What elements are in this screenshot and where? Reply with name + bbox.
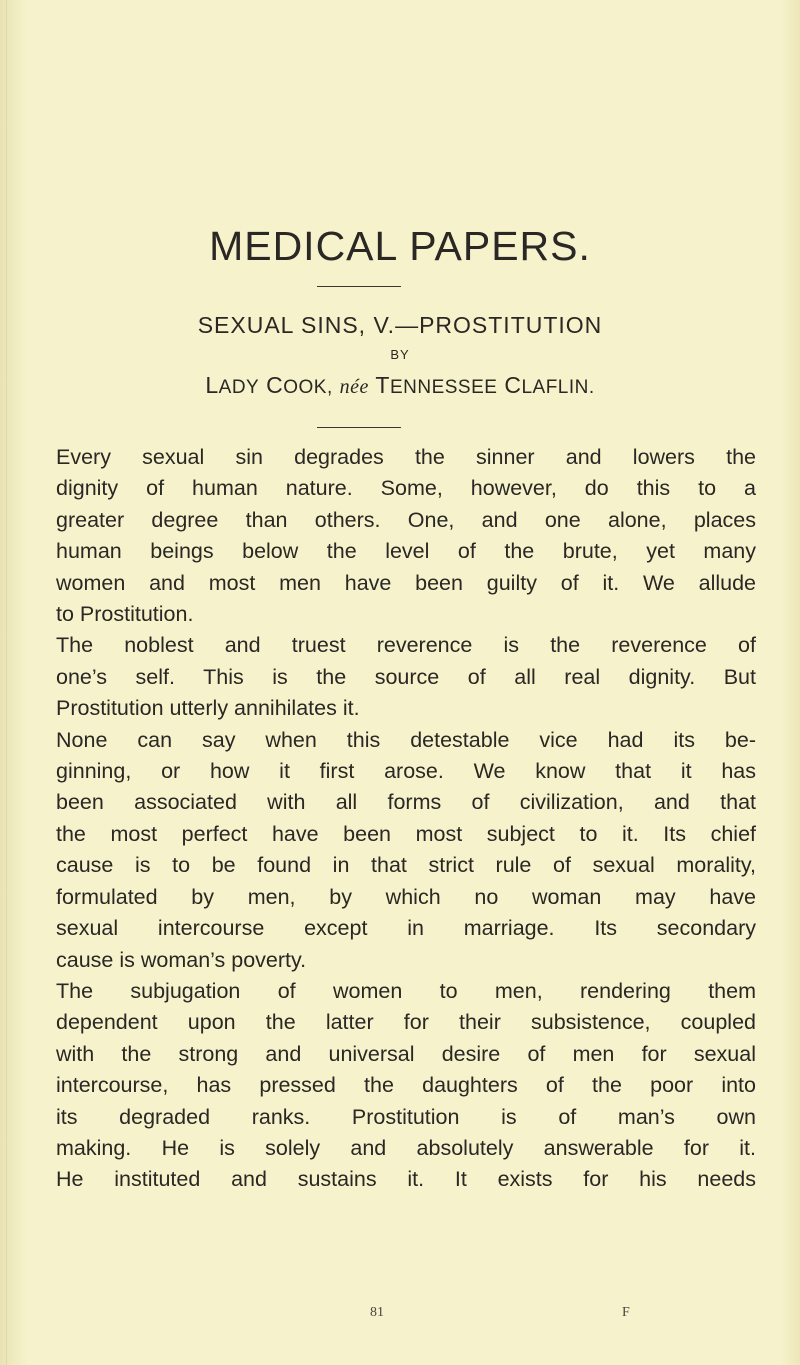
signature-mark: F <box>622 1305 630 1320</box>
body-line: The subjugation of women to men, rendering them <box>56 978 756 1003</box>
body-line: dignity of human nature. Some, however, do this to a <box>56 476 756 501</box>
by-line: BY <box>390 347 410 362</box>
paper-title: SEXUAL SINS, V.—PROSTITUTION <box>197 312 603 338</box>
author-claflin-rest: LAFLIN. <box>521 377 595 398</box>
body-line: Every sexual sin degrades the sinner and lowers the <box>56 445 756 469</box>
author-tennessee-initial: T <box>375 372 390 398</box>
author-lady-initial: L <box>205 372 219 398</box>
body-line: None can say when this detestable vice had its be- <box>56 727 756 752</box>
body-line: been associated with all forms of civilization, and that <box>56 790 756 815</box>
body-line: ginning, or how it first arose. We know that it has <box>56 759 756 784</box>
body-line: cause is woman’s poverty. <box>56 947 307 972</box>
body-line: one’s self. This is the source of all real dignity. But <box>56 664 756 689</box>
body-text <box>56 442 756 1196</box>
body-line: to Prostitution. <box>56 602 194 627</box>
body-line: human beings below the level of the brute, yet many <box>56 539 756 564</box>
body-line: with the strong and universal desire of men for sexual <box>56 1041 756 1066</box>
author-nee: née <box>339 376 369 398</box>
author-rule <box>317 427 401 428</box>
title-rule <box>317 286 401 287</box>
author-tennessee-rest: ENNESSEE <box>389 377 498 398</box>
author-claflin-initial: C <box>504 372 522 398</box>
body-line: dependent upon the latter for their subsistence, coupled <box>56 1010 756 1035</box>
body-line: making. He is solely and absolutely answerable for it. <box>56 1135 756 1160</box>
body-line: sexual intercourse except in marriage. Its secondary <box>56 916 756 941</box>
body-line: intercourse, has pressed the daughters of the poor into <box>56 1073 756 1098</box>
page-number: 81 <box>370 1305 384 1320</box>
body-line: Prostitution utterly annihilates it. <box>56 696 360 721</box>
body-line: women and most men have been guilty of it. We allude <box>56 570 756 595</box>
author-line <box>0 372 800 399</box>
author-cook-initial: C <box>266 372 284 398</box>
body-line: cause is to be found in that strict rule of sexual morality, <box>56 853 756 878</box>
body-line: the most perfect have been most subject to it. Its chief <box>56 821 756 846</box>
author-lady-rest: ADY <box>218 377 260 398</box>
author-cook-rest: OOK, <box>283 377 333 398</box>
body-line: its degraded ranks. Prostitution is of man’s own <box>56 1104 756 1129</box>
body-line: The noblest and truest reverence is the reverence of <box>56 633 756 658</box>
body-line: He instituted and sustains it. It exists for his needs <box>56 1167 756 1192</box>
page-title: MEDICAL PAPERS. <box>209 223 591 269</box>
body-line: greater degree than others. One, and one alone, places <box>56 507 756 532</box>
body-line: formulated by men, by which no woman may have <box>56 884 756 909</box>
page-edge <box>6 0 7 1365</box>
